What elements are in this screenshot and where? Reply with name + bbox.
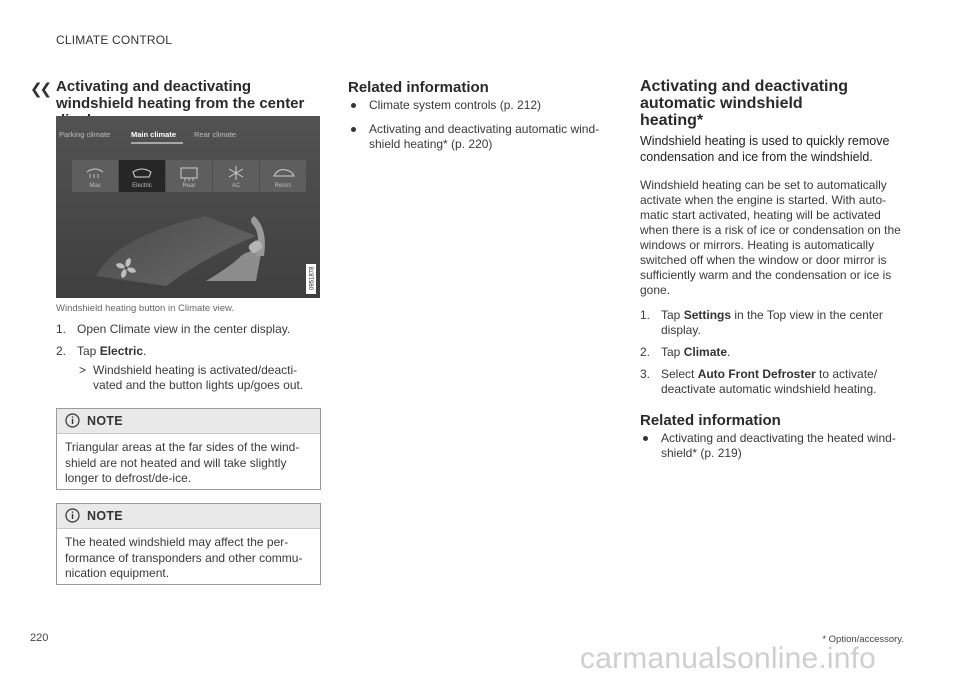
- watermark: carmanualsonline.info: [580, 642, 877, 675]
- step-text-pre: Tap: [661, 308, 684, 322]
- related-link-2[interactable]: [348, 122, 604, 152]
- section-header: CLIMATE CONTROL: [56, 33, 173, 47]
- bullet-icon: [643, 436, 648, 441]
- col3-step-3: [640, 367, 916, 397]
- link-text[interactable]: Activating and deactivating the heated wind-shield* (p. 219): [661, 431, 896, 460]
- col1-step-result: [56, 363, 321, 393]
- page-number: 220: [30, 632, 49, 644]
- link-text[interactable]: Activating and deactivating automatic wind-shield heating* (p. 220): [369, 122, 600, 151]
- step-number: 1.: [56, 322, 67, 336]
- col2: [348, 79, 608, 152]
- note-box-1: [56, 408, 321, 490]
- rear-button-label: Rear: [182, 183, 196, 189]
- info-icon: [65, 508, 80, 528]
- step-text-bold: Climate: [683, 345, 728, 359]
- col1-step-2: [56, 344, 321, 359]
- col3-step-1: [640, 308, 916, 338]
- col3: [640, 78, 910, 461]
- result-text: Windshield heating is activated/deacti-vated and the button lights up/goes out.: [93, 363, 304, 392]
- note-header: [57, 504, 320, 529]
- link-text[interactable]: Climate system controls (p. 212): [369, 98, 542, 112]
- col3-step-2: [640, 345, 916, 360]
- tab-main-climate[interactable]: Main climate: [131, 130, 177, 139]
- col3-lead: Windshield heating is used to quickly remove condensation and ice from the windshield.: [640, 134, 890, 164]
- col1-steps: [56, 322, 321, 393]
- image-caption: Windshield heating button in Climate view.: [56, 303, 234, 314]
- step-text-pre: Select: [661, 367, 698, 381]
- col3-title: Activating and deactivating automatic windshield heating*: [640, 78, 849, 129]
- info-icon: [65, 413, 80, 433]
- step-number: 2.: [56, 344, 67, 358]
- col3-body: Windshield heating can be set to automatically activate when the engine is started. With auto-matic start activated, heating will be activated when there is a risk of ice or condensation on the windows or mirrors. Heating is automatically switched off when the window or door mirror is sufficiently warm and the condensation or ice is gone.: [640, 178, 901, 297]
- tab-parking-climate[interactable]: Parking climate: [59, 130, 111, 139]
- step-text: Open Climate view in the center display.: [77, 322, 291, 336]
- step-number: 1.: [640, 308, 651, 322]
- step-text-bold: Settings: [683, 308, 732, 322]
- max-button-label: Max: [89, 183, 101, 189]
- note-text: The heated windshield may affect the per-formance of transponders and other commu-nication equipment.: [65, 535, 303, 580]
- ac-button-label: AC: [231, 183, 241, 189]
- related-link-1[interactable]: [348, 98, 608, 113]
- note-text: Triangular areas at the far sides of the wind-shield are not heated and will take slightly longer to defrost/de-ice.: [65, 440, 300, 485]
- tab-rear-climate[interactable]: Rear climate: [194, 130, 237, 139]
- step-text-post: .: [143, 344, 147, 358]
- image-code-label: 0951878: [309, 266, 316, 290]
- center-display-illustration: [56, 116, 320, 298]
- note-label: NOTE: [87, 509, 123, 523]
- step-number: 3.: [640, 367, 651, 381]
- col2-title: Related information: [348, 79, 489, 96]
- col3-related-title: Related information: [640, 412, 781, 429]
- double-chevron-left-icon: ❮❮: [30, 81, 50, 98]
- climate-button-row: [72, 160, 306, 192]
- note-label: NOTE: [87, 414, 123, 428]
- step-text-post: in the Top view in the center display.: [661, 308, 883, 337]
- step-text-post: to activate/ deactivate automatic windshield heating.: [661, 367, 878, 396]
- note-box-2: [56, 503, 321, 585]
- note-header: [57, 409, 320, 434]
- step-text-bold: Electric: [99, 344, 144, 358]
- bullet-icon: [351, 127, 356, 132]
- center-display-image: [56, 116, 320, 298]
- electric-button-label: Electric: [132, 183, 152, 189]
- step-text-bold: Auto Front Defroster: [697, 367, 816, 381]
- recirc-button-label: Recirc: [274, 183, 292, 189]
- related-link-3[interactable]: [640, 431, 901, 461]
- col1-step-1: [56, 322, 321, 337]
- col1-title: Activating and deactivating windshield heating from the center: [56, 78, 305, 112]
- step-number: 2.: [640, 345, 651, 359]
- footnote: * Option/accessory.: [822, 634, 904, 645]
- result-symbol: >: [79, 363, 87, 377]
- step-text-pre: Tap: [77, 344, 100, 358]
- step-text-post: .: [727, 345, 731, 359]
- bullet-icon: [351, 103, 356, 108]
- step-text-pre: Tap: [661, 345, 684, 359]
